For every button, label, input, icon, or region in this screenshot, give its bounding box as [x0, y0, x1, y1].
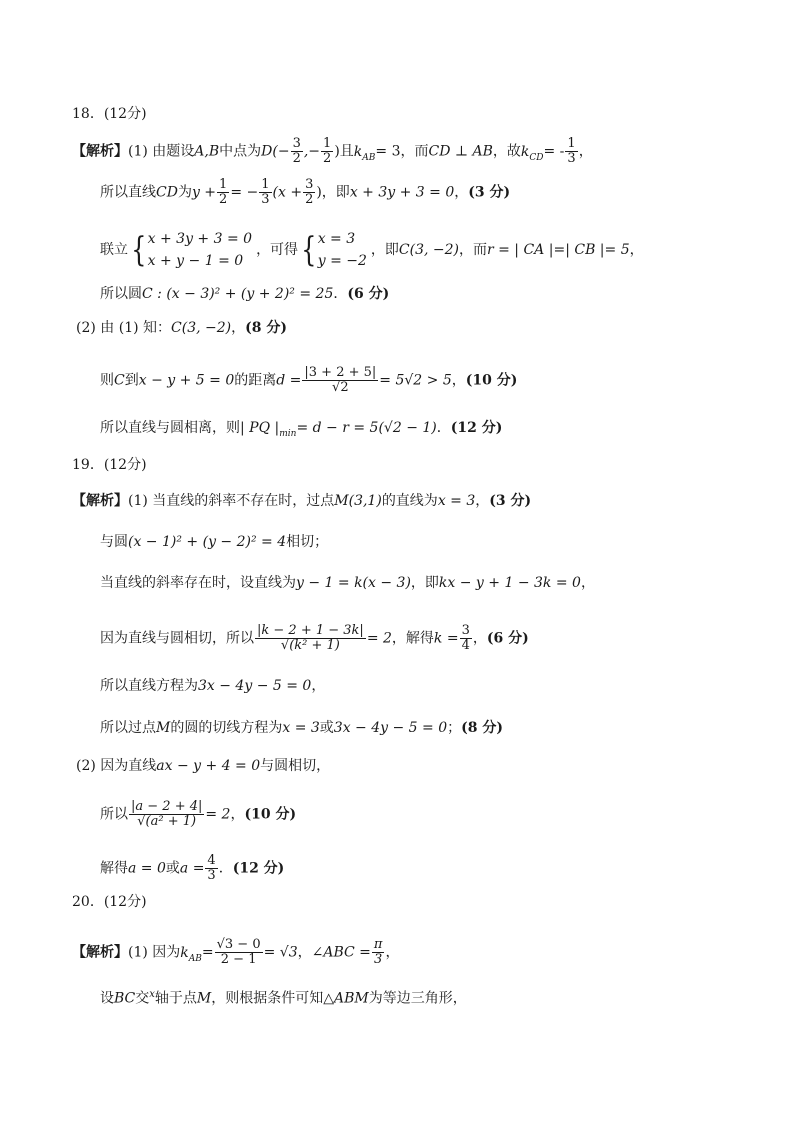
math: C(3, −2) — [171, 320, 232, 336]
text: )，即 — [316, 184, 350, 201]
text: 解得 — [100, 860, 128, 877]
text: 或 — [319, 720, 334, 736]
math: C : (x − 3)² + (y + 2)² = 25 — [142, 286, 334, 302]
math: $k_{CD}$ — [520, 143, 544, 163]
math: x — [149, 989, 155, 1000]
text: ， — [231, 320, 246, 336]
q20-line-1 — [72, 938, 399, 968]
text: 则 — [100, 372, 114, 389]
score-marker: (10 分) — [465, 372, 518, 389]
text: ． — [218, 860, 233, 877]
math: x = 3 — [282, 720, 320, 736]
math: C(3, −2) — [398, 242, 459, 258]
text: 当直线的斜率存在时，设直线为 — [100, 575, 296, 591]
text: (2) 因为直线 — [76, 758, 157, 774]
q18-line-1 — [72, 137, 593, 167]
math: = 2 — [205, 806, 231, 823]
text: ． — [333, 286, 348, 302]
q18-header — [72, 104, 147, 124]
math: d = — [276, 372, 302, 389]
text: (1) 因为 — [128, 944, 181, 961]
math: $k_{AB}$ — [353, 143, 376, 163]
fraction: $\frac{|a - 2 + 4|}{\text{√(a² + 1)}}$ — [131, 799, 203, 829]
text: 所以直线方程为 — [100, 678, 198, 694]
q18-line-2 — [100, 178, 510, 207]
fraction: $\frac{3}{4}$ — [461, 623, 470, 653]
fraction: $\frac{1}{3}$ — [567, 136, 576, 166]
analysis-tag: 【解析】 — [72, 493, 128, 509]
math: x = 3 — [437, 493, 476, 509]
q18-line-6 — [100, 366, 517, 395]
fraction: $\frac{\pi}{3}$ — [373, 937, 383, 967]
math: | PQ $|_{min}$ — [240, 420, 297, 439]
math: 3x − 4y − 5 = 0 — [198, 678, 312, 694]
math: $k_{AB}$ — [180, 944, 202, 964]
text: 与圆 — [100, 534, 128, 550]
text: 所以过点 — [100, 720, 156, 736]
text: ， — [472, 630, 487, 647]
text: (1) 当直线的斜率不存在时，过点 — [128, 493, 335, 509]
math: = − — [230, 184, 259, 201]
math: M(3,1) — [334, 493, 382, 509]
text: = 3，而 — [375, 143, 429, 160]
text: 的直线为 — [381, 493, 438, 509]
analysis-tag: 【解析】 — [72, 944, 128, 961]
math: D(− — [261, 143, 290, 160]
equation-system: x + 3y + 3 = 0 x + y − 1 = 0 — [147, 231, 253, 269]
q19-header — [72, 455, 147, 475]
math: y + — [191, 184, 217, 201]
q18-header-text: 18．(12分) — [72, 106, 147, 122]
math: x − y + 5 = 0 — [138, 372, 235, 389]
q19-header-text: 19．(12分) — [72, 457, 147, 473]
text: 所以 — [100, 806, 128, 823]
q19-line-4 — [100, 624, 529, 653]
text: ， — [451, 372, 466, 389]
q18-line-4 — [100, 284, 389, 304]
text: ； — [447, 720, 462, 736]
text: ，故 — [492, 143, 521, 160]
score-marker: (8 分) — [245, 320, 287, 336]
text: ． — [436, 420, 451, 436]
q19-line-9 — [100, 854, 284, 883]
text: 轴于点 — [154, 990, 197, 1007]
text: 联立 — [100, 242, 128, 258]
text: ，解得 — [391, 630, 434, 647]
text: ， — [454, 184, 469, 201]
text: )且 — [334, 143, 354, 160]
math: CD — [156, 184, 178, 201]
q18-line-7 — [100, 418, 502, 444]
fraction: $\frac{1}{2}$ — [219, 177, 228, 207]
score-marker: (3 分) — [489, 493, 532, 509]
equation-system: x = 3 y = −2 — [317, 231, 367, 269]
text: = - — [543, 143, 565, 160]
text: 设 — [100, 990, 114, 1007]
text: 与圆相切， — [260, 758, 331, 774]
fraction: $\frac{1}{3}$ — [261, 177, 270, 207]
text: 相切； — [286, 534, 329, 550]
text: ，即 — [370, 242, 399, 258]
text: ， — [475, 493, 490, 509]
text: ，而 — [458, 242, 487, 258]
fraction: $\frac{|k - 2 + 1 - 3k|}{\text{√(k² + 1)}}$ — [257, 623, 364, 653]
math: y − 1 = k(x − 3) — [296, 575, 411, 591]
math: (x + — [272, 184, 303, 201]
fraction: $\frac{|3 + 2 + 5|}{√2}$ — [304, 365, 377, 395]
math: = d − r = 5(√2 − 1) — [296, 420, 437, 436]
text: 到 — [124, 372, 139, 389]
math: BC — [114, 990, 136, 1007]
math: = 5√2 > 5 — [379, 372, 452, 389]
text: 因为直线与圆相切，所以 — [100, 630, 254, 647]
brace: { — [301, 230, 317, 270]
text: ， — [580, 575, 595, 591]
q19-line-7 — [76, 756, 330, 776]
math: = — [201, 944, 214, 961]
brace: { — [131, 230, 147, 270]
text: (1) 由题设 — [128, 143, 195, 160]
q19-line-5 — [100, 676, 325, 696]
math: (x − 1)² + (y − 2)² = 4 — [128, 534, 287, 550]
fraction: $\frac{√3 - 0}{2 - 1}$ — [216, 937, 261, 967]
math: ax − y + 4 = 0 — [156, 758, 261, 774]
math: M — [196, 990, 212, 1007]
text: ，可得 — [256, 242, 299, 258]
q19-line-3 — [100, 573, 595, 593]
fraction: $\frac{3}{2}$ — [305, 177, 314, 207]
score-marker: (6 分) — [486, 630, 529, 647]
math: ,− — [303, 143, 321, 160]
score-marker: (6 分) — [347, 286, 390, 302]
q19-line-8 — [100, 800, 296, 829]
math: = 2 — [366, 630, 392, 647]
fraction: $\frac{4}{3}$ — [207, 853, 216, 883]
q19-line-2 — [100, 532, 328, 552]
score-marker: (10 分) — [244, 806, 297, 823]
text: 的距离 — [234, 372, 277, 389]
q20-line-2 — [100, 985, 467, 1009]
text: 所以圆 — [100, 286, 142, 302]
math: kx − y + 1 − 3k = 0 — [438, 575, 581, 591]
text: 为 — [177, 184, 192, 201]
text: 所以直线 — [100, 184, 156, 201]
text: 所以直线与圆相离，则 — [100, 420, 240, 436]
text: ， — [297, 944, 312, 961]
fraction: $\frac{1}{2}$ — [323, 136, 332, 166]
text: (2) 由 (1) 知： — [76, 320, 172, 336]
fraction: $\frac{3}{2}$ — [292, 136, 301, 166]
math: CD ⊥ AB — [428, 143, 493, 160]
text: 中点为 — [219, 143, 262, 160]
math: x + 3y + 3 = 0 — [349, 184, 455, 201]
math: a = 0 — [128, 860, 166, 877]
math: M — [156, 720, 171, 736]
q20-header — [72, 892, 147, 912]
math: A,B — [194, 143, 220, 160]
math: a = — [179, 860, 205, 877]
math: ∠ABC = — [311, 944, 371, 961]
math: r = | CA |=| CB |= 5 — [486, 242, 630, 258]
q20-header-text: 20．(12分) — [72, 894, 147, 910]
score-marker: (12 分) — [450, 420, 503, 436]
text: ， — [385, 944, 400, 961]
math: C — [114, 372, 125, 389]
score-marker: (8 分) — [461, 720, 503, 736]
math: 3x − 4y − 5 = 0 — [333, 720, 448, 736]
math: = √3 — [263, 944, 298, 961]
score-marker: (3 分) — [468, 184, 511, 201]
analysis-tag: 【解析】 — [72, 143, 128, 160]
text: ，则根据条件可知 — [211, 990, 324, 1007]
q18-line-3 — [100, 228, 644, 272]
math: △ABM — [323, 990, 369, 1007]
q19-line-1 — [72, 491, 531, 511]
score-marker: (12 分) — [232, 860, 285, 877]
q19-line-6 — [100, 718, 503, 738]
q18-line-5 — [76, 318, 287, 338]
text: ， — [578, 143, 593, 160]
text: ， — [629, 242, 644, 258]
text: 或 — [165, 860, 180, 877]
text: 的圆的切线方程为 — [170, 720, 283, 736]
text: 交 — [135, 990, 150, 1007]
text: ， — [230, 806, 245, 823]
text: 为等边三角形， — [368, 990, 467, 1007]
text: ， — [311, 678, 326, 694]
text: ，即 — [410, 575, 439, 591]
math: k = — [433, 630, 459, 647]
